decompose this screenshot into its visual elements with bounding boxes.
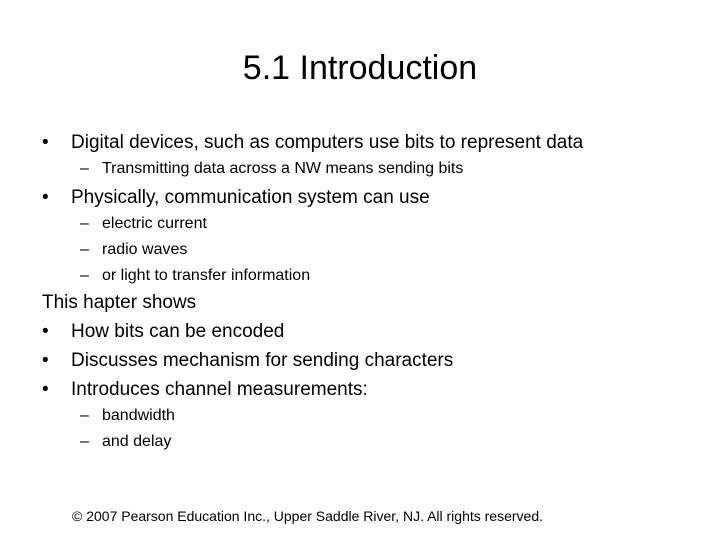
bullet-item (42, 186, 430, 210)
sub-bullet-item (80, 266, 310, 286)
dash-marker: – (80, 433, 89, 450)
sub-bullet-text: Transmitting data across a NW means sending bits (102, 160, 464, 177)
dash-marker: – (80, 215, 89, 232)
section-heading: This hapter shows (42, 292, 197, 313)
sub-bullet-item (80, 214, 207, 234)
bullet-item (42, 349, 453, 373)
sub-bullet-text: electric current (102, 215, 207, 232)
bullet-marker: • (42, 321, 49, 342)
bullet-text: How bits can be encoded (71, 321, 285, 342)
bullet-marker: • (42, 187, 49, 208)
bullet-marker: • (42, 132, 49, 153)
dash-marker: – (80, 267, 89, 284)
sub-bullet-text: or light to transfer information (102, 267, 311, 284)
slide-title: 5.1 Introduction (242, 49, 478, 87)
bullet-text: Introduces channel measurements: (71, 379, 368, 400)
bullet-marker: • (42, 379, 49, 400)
dash-marker: – (80, 241, 89, 258)
copyright-footer: © 2007 Pearson Education Inc., Upper Saddle River, NJ. All rights reserved. (72, 508, 544, 524)
bullet-item (42, 131, 583, 155)
bullet-text: Physically, communication system can use (71, 187, 430, 208)
sub-bullet-item (80, 432, 171, 452)
sub-bullet-item (80, 159, 463, 179)
bullet-text: Discusses mechanism for sending characters (71, 350, 454, 371)
dash-marker: – (80, 407, 89, 424)
sub-bullet-item (80, 240, 187, 260)
sub-bullet-text: and delay (102, 433, 172, 450)
sub-bullet-item (80, 406, 175, 426)
bullet-text: Digital devices, such as computers use bits to represent data (71, 132, 584, 153)
bullet-item (42, 378, 368, 402)
sub-bullet-text: bandwidth (102, 407, 175, 424)
sub-bullet-text: radio waves (102, 241, 188, 258)
dash-marker: – (80, 160, 89, 177)
bullet-marker: • (42, 350, 49, 371)
bullet-item (42, 320, 284, 344)
